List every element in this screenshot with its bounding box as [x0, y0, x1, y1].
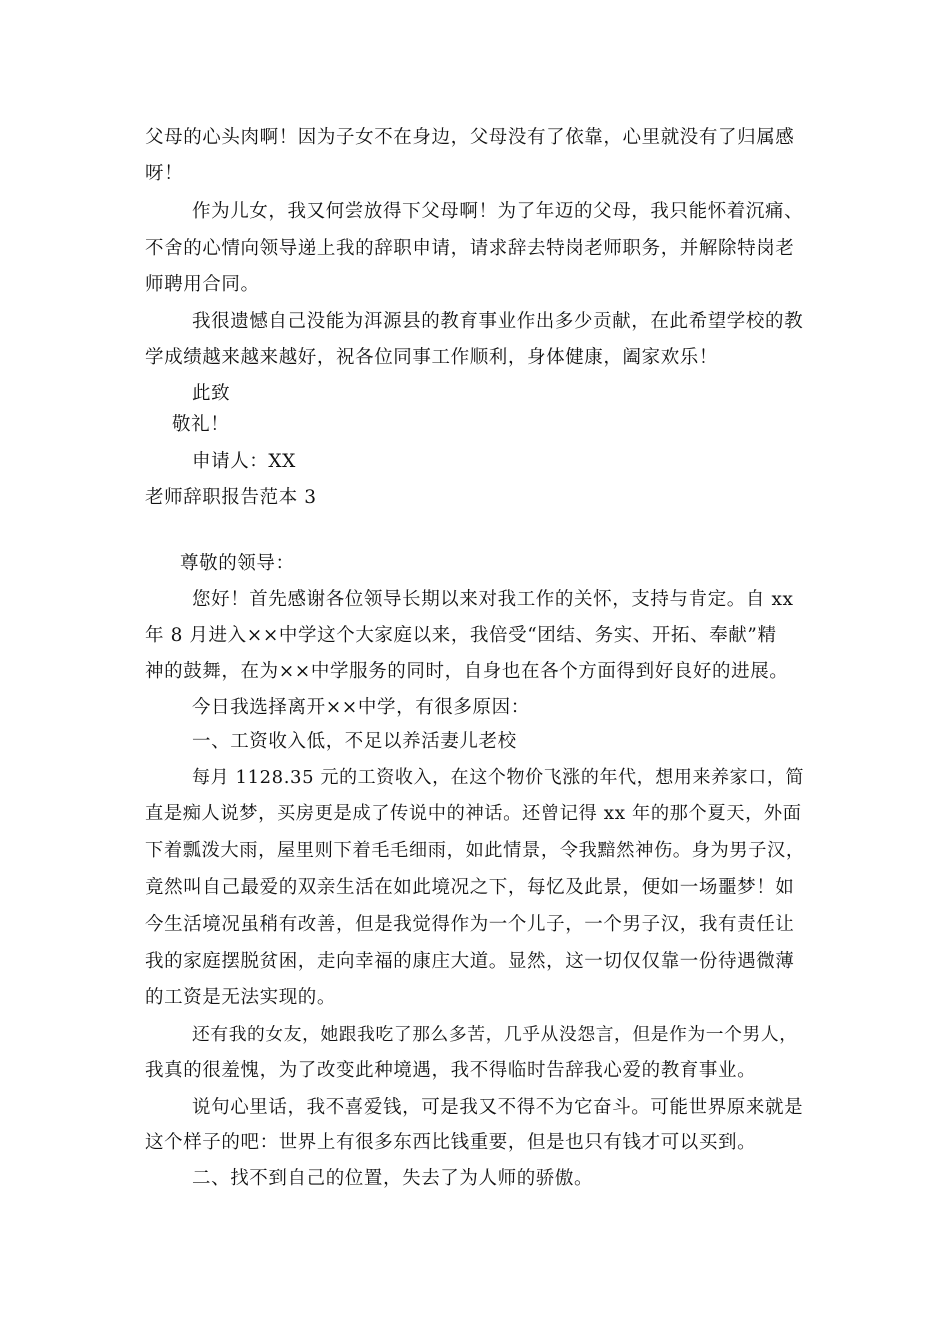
text-line: 神的鼓舞，在为××中学服务的同时，自身也在各个方面得到好良好的进展。	[145, 661, 789, 682]
text-line: 呀！	[145, 163, 184, 184]
text-line: 不舍的心情向领导递上我的辞职申请，请求辞去特岗老师职务，并解除特岗老	[145, 238, 795, 259]
text-line: 父母的心头肉啊！因为子女不在身边，父母没有了依靠，心里就没有了归属感	[145, 127, 795, 148]
section-title: 老师辞职报告范本 3	[145, 487, 317, 508]
closing-salutation: 此致	[192, 383, 231, 404]
text-line: 下着瓢泼大雨，屋里则下着毛毛细雨，如此情景，令我黯然神伤。身为男子汉，	[145, 840, 805, 861]
text-line: 今生活境况虽稍有改善，但是我觉得作为一个儿子，一个男子汉，我有责任让	[145, 914, 795, 935]
text-line: 您好！首先感谢各位领导长期以来对我工作的关怀，支持与肯定。自 xx	[192, 589, 794, 610]
greeting: 尊敬的领导：	[180, 553, 295, 574]
text-line: 说句心里话，我不喜爱钱，可是我又不得不为它奋斗。可能世界原来就是	[192, 1097, 804, 1118]
text-line: 作为儿女，我又何尝放得下父母啊！为了年迈的父母，我只能怀着沉痛、	[192, 201, 804, 222]
text-line: 竟然叫自己最爱的双亲生活在如此境况之下，每忆及此景，便如一场噩梦！如	[145, 877, 795, 898]
text-line: 还有我的女友，她跟我吃了那么多苦，几乎从没怨言，但是作为一个男人，	[192, 1025, 798, 1045]
text-line: 我真的很羞愧，为了改变此种境遇，我不得临时告辞我心爱的教育事业。	[145, 1060, 757, 1081]
list-heading: 一、工资收入低，不足以养活妻儿老校	[192, 731, 517, 752]
closing-respect: 敬礼！	[172, 414, 230, 435]
text-line: 今日我选择离开××中学，有很多原因：	[192, 697, 530, 718]
text-line: 师聘用合同。	[145, 274, 260, 295]
list-heading: 二、找不到自己的位置，失去了为人师的骄傲。	[192, 1168, 594, 1189]
text-line: 我的家庭摆脱贫困，走向幸福的康庄大道。显然，这一切仅仅靠一份待遇微薄	[145, 951, 795, 972]
text-line: 的工资是无法实现的。	[145, 987, 337, 1008]
text-line: 年 8 月进入××中学这个大家庭以来，我倍受“团结、务实、开拓、奉献”精	[145, 625, 777, 646]
text-line: 这个样子的吧：世界上有很多东西比钱重要，但是也只有钱才可以买到。	[145, 1132, 757, 1153]
applicant-signature: 申请人：XX	[192, 451, 296, 472]
text-line: 我很遗憾自己没能为洱源县的教育事业作出多少贡献，在此希望学校的教	[192, 311, 804, 332]
text-line: 学成绩越来越来越好，祝各位同事工作顺利，身体健康，阖家欢乐！	[145, 347, 719, 368]
text-line: 每月 1128.35 元的工资收入，在这个物价飞涨的年代，想用来养家口，简	[192, 767, 805, 788]
text-line: 直是痴人说梦，买房更是成了传说中的神话。还曾记得 xx 年的那个夏天，外面	[145, 803, 802, 824]
